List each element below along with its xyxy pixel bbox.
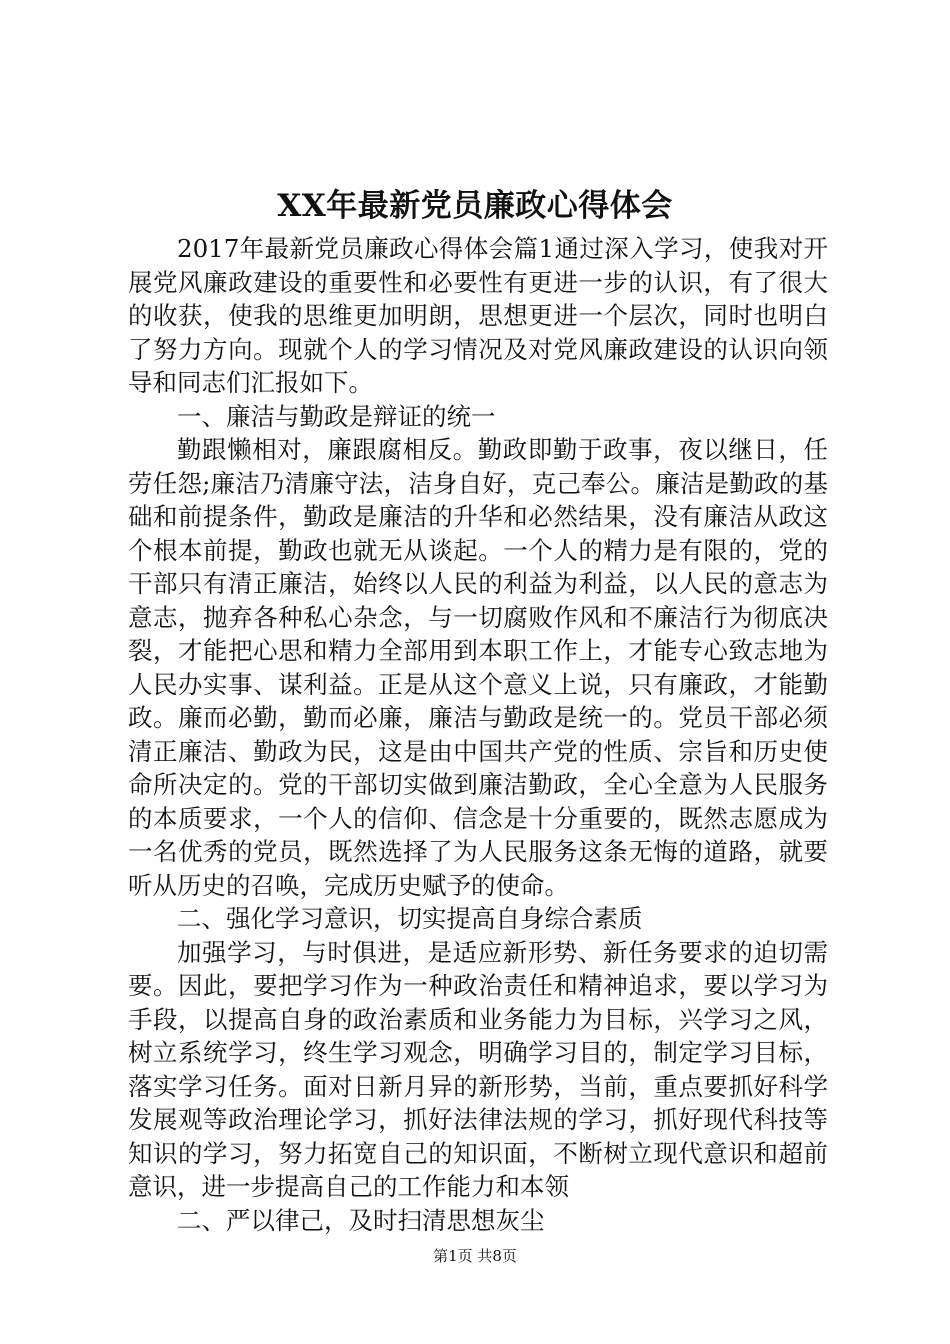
document-body: [128, 232, 828, 1237]
document-title: XX年最新党员廉政心得体会: [277, 188, 673, 224]
paragraph-section-1: 勤跟懒相对，廉跟腐相反。勤政即勤于政事，夜以继日，任劳任怨;廉洁乃清廉守法，洁身自好，克己奉公。廉洁是勤政的基础和前提条件，勤政是廉洁的升华和必然结果，没有廉洁从政这个根本前提，勤政也就无从谈起。一个人的精力是有限的，党的干部只有清正廉洁，始终以人民的利益为利益，以人民的意志为意志，抛弃各种私心杂念，与一切腐败作风和不廉洁行为彻底决裂，才能把心思和精力全部用到本职工作上，才能专心致志地为人民办实事、谋利益。正是从这个意义上说，只有廉政，才能勤政。廉而必勤，勤而必廉，廉洁与勤政是统一的。党员干部必须清正廉洁、勤政为民，这是由中国共产党的性质、宗旨和历史使命所决定的。党的干部切实做到廉洁勤政，全心全意为人民服务的本质要求，一个人的信仰、信念是十分重要的，既然志愿成为一名优秀的党员，既然选择了为人民服务这条无悔的道路，就要听从历史的召唤，完成历史赋予的使命。: [128, 435, 828, 900]
section-heading-2: 二、强化学习意识，切实提高自身综合素质: [177, 904, 643, 933]
section-heading-1: 一、廉洁与勤政是辩证的统一: [177, 401, 496, 431]
paragraph-intro: 2017年最新党员廉政心得体会篇1通过深入学习，使我对开展党风廉政建设的重要性和必要性有更进一步的认识，有了很大的收获，使我的思维更加明朗，思想更进一个层次，同时也明白了努力方向。现就个人的学习情况及对党风廉政建设的认识向领导和同志们汇报如下。: [128, 234, 828, 397]
paragraph-section-2: 加强学习，与时俱进，是适应新形势、新任务要求的迫切需要。因此，要把学习作为一种政治责任和精神追求，要以学习为手段，以提高自身的政治素质和业务能力为目标，兴学习之风，树立系统学习，终生学习观念，明确学习目的，制定学习目标，落实学习任务。面对日新月异的新形势，当前，重点要抓好科学发展观等政治理论学习，抓好法律法规的学习，抓好现代科技等知识的学习，努力拓宽自己的知识面，不断树立现代意识和超前意识，进一步提高自己的工作能力和本领: [128, 937, 828, 1201]
section-heading-3: 二、严以律己，及时扫清思想灰尘: [177, 1205, 545, 1235]
page-footer: 第1页 共8页: [433, 1247, 517, 1265]
